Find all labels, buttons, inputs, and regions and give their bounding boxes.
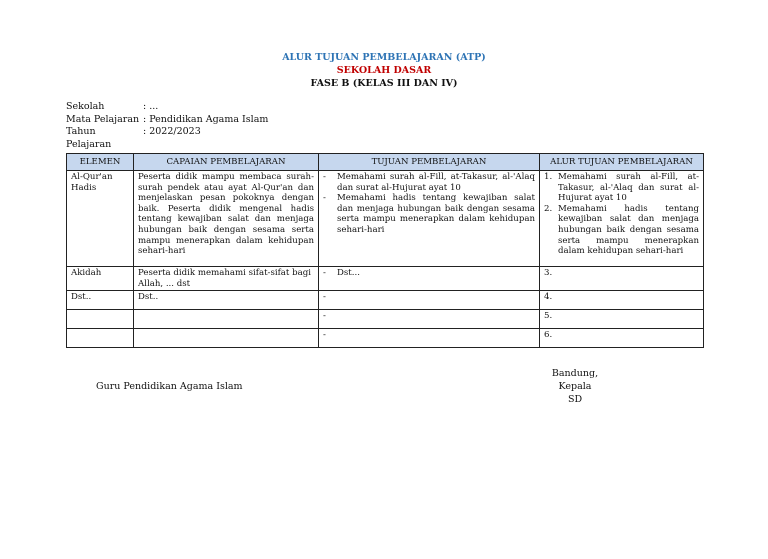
- table-row: [67, 310, 704, 329]
- list-item: [544, 311, 699, 322]
- list-marker: 1.: [544, 172, 553, 182]
- list-text: Memahami surah al-Fill, at-Takasur, al-'Alaq dan surat al-Hujurat ayat 10: [337, 172, 535, 193]
- atp-table: [66, 153, 704, 348]
- cell-capaian: [134, 329, 319, 348]
- list-marker: 4.: [544, 292, 553, 303]
- table-row: [67, 171, 704, 267]
- cell-capaian: Dst..: [134, 291, 319, 310]
- cell-elemen: Al-Qur'an Hadis: [67, 171, 134, 267]
- list-text: Memahami hadis tentang kewajiban salat dan menjaga hubungan baik dengan sesama serta mampu menerapkan dalam kehidupan sehari-hari: [337, 193, 535, 235]
- list-text: Memahami hadis tentang kewajiban salat dan menjaga hubungan baik dengan sesama serta mampu menerapkan dalam kehidupan sehari-hari: [558, 203, 699, 257]
- list-item: [323, 268, 535, 279]
- list-marker: -: [323, 193, 326, 204]
- list-text: Dst...: [337, 268, 360, 278]
- header-alur: ALUR TUJUAN PEMBELAJARAN: [540, 154, 704, 171]
- list-item: [544, 330, 699, 341]
- cell-elemen: Dst..: [67, 291, 134, 310]
- document-header: [0, 51, 768, 90]
- meta-label: Mata Pelajaran: [66, 113, 140, 125]
- meta-value: : Pendidikan Agama Islam: [143, 113, 269, 125]
- list-item: [323, 330, 535, 341]
- cell-alur: [540, 267, 704, 291]
- list-marker: 3.: [544, 268, 553, 278]
- table-row: [67, 329, 704, 348]
- cell-capaian: [134, 310, 319, 329]
- table-row: [67, 267, 704, 291]
- document-meta: [66, 101, 268, 151]
- cell-alur: [540, 310, 704, 329]
- meta-value: : ...: [143, 101, 159, 112]
- list-marker: 2.: [544, 203, 553, 214]
- list-item: [323, 311, 535, 322]
- list-marker: -: [323, 268, 326, 278]
- cell-tujuan: [319, 171, 540, 267]
- list-item: [544, 292, 699, 303]
- list-item: [544, 268, 699, 279]
- cell-elemen: Akidah: [67, 267, 134, 291]
- header-elemen: ELEMEN: [67, 154, 134, 171]
- list-marker: 6.: [544, 330, 553, 341]
- header-capaian: CAPAIAN PEMBELAJARAN: [134, 154, 319, 171]
- list-text: Memahami surah al-Fill, at-Takasur, al-'Alaq dan surat al-Hujurat ayat 10: [558, 172, 699, 204]
- list-item: [323, 193, 535, 235]
- meta-label: Sekolah: [66, 101, 105, 112]
- cell-capaian: Peserta didik mampu membaca surah-surah pendek atau ayat Al-Qur'an dan menjelaskan pesan pokoknya dengan baik. Peserta didik mengenal hadis tentang kewajiban salat dan menjaga hubungan baik dengan sesama serta mampu menerapkan dalam kehidupan sehari-hari: [134, 171, 319, 267]
- list-item: [544, 172, 699, 204]
- list-text: [558, 268, 699, 279]
- list-text: [337, 311, 535, 322]
- cell-alur: [540, 329, 704, 348]
- list-item: [323, 292, 535, 303]
- list-text: [337, 292, 535, 303]
- cell-alur: [540, 171, 704, 267]
- cell-capaian: Peserta didik memahami sifat-sifat bagi Allah, ... dst: [134, 267, 319, 291]
- list-item: [544, 204, 699, 257]
- cell-tujuan: [319, 310, 540, 329]
- document-title: ALUR TUJUAN PEMBELAJARAN (ATP): [282, 52, 486, 63]
- header-tujuan: TUJUAN PEMBELAJARAN: [319, 154, 540, 171]
- list-text: [558, 311, 699, 322]
- list-text: [558, 292, 699, 303]
- list-marker: -: [323, 292, 326, 303]
- meta-value: : 2022/2023: [143, 126, 201, 137]
- meta-label: Tahun Pelajaran: [66, 126, 112, 150]
- cell-tujuan: [319, 291, 540, 310]
- list-marker: -: [323, 330, 326, 341]
- principal-signature-block: [550, 367, 600, 406]
- phase-label: FASE B (KELAS III DAN IV): [310, 78, 458, 89]
- list-marker: 5.: [544, 311, 553, 322]
- table-row: [67, 291, 704, 310]
- cell-tujuan: [319, 267, 540, 291]
- table-header-row: [67, 154, 704, 171]
- list-text: [337, 330, 535, 341]
- list-item: [323, 172, 535, 193]
- meta-subject: [66, 114, 268, 127]
- list-marker: -: [323, 172, 326, 182]
- meta-school: [66, 101, 268, 114]
- teacher-role: Guru Pendidikan Agama Islam: [96, 381, 243, 392]
- cell-elemen: [67, 310, 134, 329]
- list-text: [558, 330, 699, 341]
- cell-tujuan: [319, 329, 540, 348]
- school-level: SEKOLAH DASAR: [336, 65, 432, 76]
- signature-place: Bandung,: [551, 368, 599, 379]
- meta-year: [66, 126, 268, 151]
- cell-elemen: [67, 329, 134, 348]
- teacher-signature-block: [96, 380, 243, 393]
- list-marker: -: [323, 311, 326, 322]
- cell-alur: [540, 291, 704, 310]
- principal-role: Kepala SD: [558, 381, 592, 405]
